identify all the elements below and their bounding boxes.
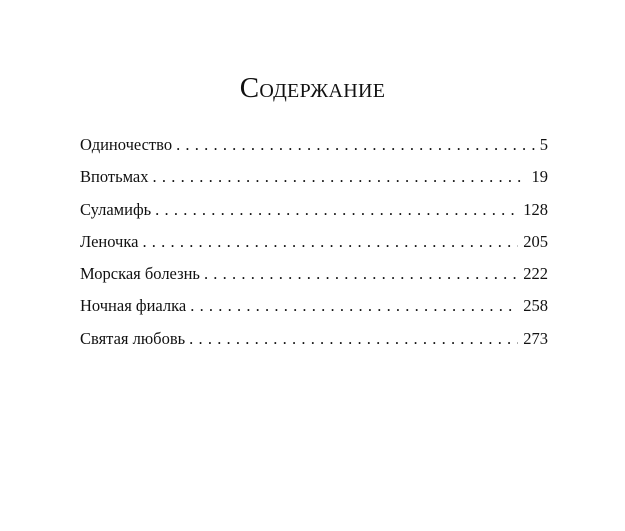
toc-entry-page-number: 205 [523,231,548,251]
dot-leader [142,231,518,253]
toc-entry-title: Святая любовь [80,328,186,348]
toc-entry-nochnaya-fialka[interactable] [80,295,548,327]
toc-entry-title: Одиночество [80,135,173,154]
toc-list [80,134,548,360]
toc-entry-page-number: 273 [523,328,548,348]
dot-leader [176,134,535,156]
toc-entry-page-number: 222 [523,264,548,284]
dot-leader [204,263,518,285]
dot-leader [190,295,518,317]
toc-entry-page-number: 5 [539,135,548,154]
dot-leader [189,328,518,350]
toc-entry-page-number: 19 [531,167,548,187]
toc-entry-page-number: 258 [523,296,548,316]
toc-entry-title: Впотьмах [80,167,149,187]
toc-entry-morskaya-bolezn[interactable] [80,263,548,295]
toc-entry-sulamif[interactable] [80,199,548,231]
toc-entry-title: Суламифь [80,199,152,219]
dot-leader [155,199,518,221]
toc-entry-lenochka[interactable] [80,231,548,263]
dot-leader [153,166,527,188]
toc-entry-vpotmakh[interactable] [80,166,548,198]
toc-entry-page-number: 128 [523,199,548,219]
toc-entry-title: Леночка [80,231,139,251]
toc-entry-odinochestvo[interactable] [80,134,548,166]
toc-entry-svyataya-lyubov[interactable] [80,328,548,360]
toc-entry-title: Морская болезнь [80,264,200,284]
toc-heading: Содержание [239,72,386,104]
toc-entry-title: Ночная фиалка [80,296,187,316]
